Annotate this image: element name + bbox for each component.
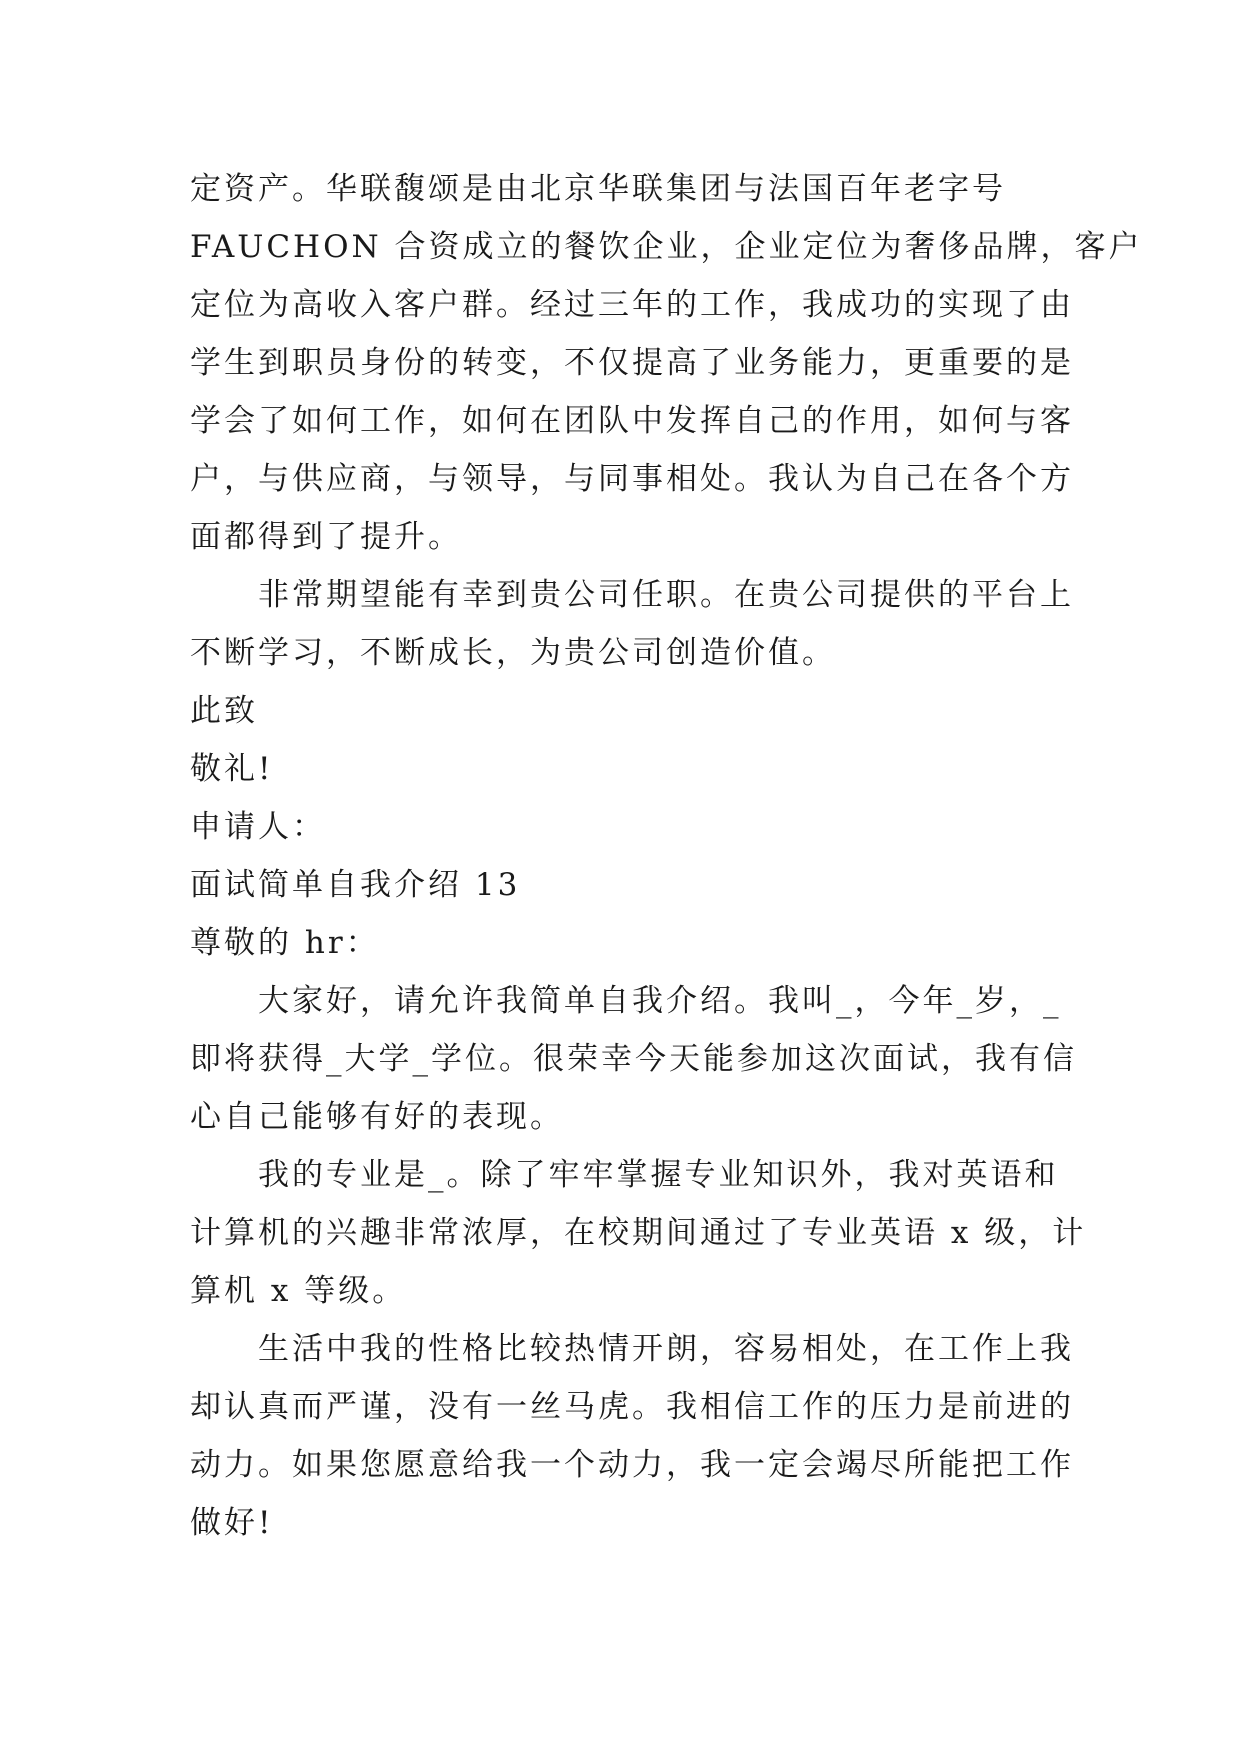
- text-line: 学生到职员身份的转变，不仅提高了业务能力，更重要的是: [190, 345, 1074, 381]
- document-body: [190, 160, 1143, 1552]
- text-line: 此致: [190, 693, 258, 729]
- text-line: 面试简单自我介绍 13: [190, 867, 521, 903]
- applicant-signature: [190, 798, 1060, 856]
- paragraph-introduction: [190, 972, 1077, 1146]
- text-line: 敬礼!: [190, 751, 274, 787]
- text-line: 定位为高收入客户群。经过三年的工作，我成功的实现了由: [190, 287, 1074, 323]
- text-line: 心自己能够有好的表现。: [190, 1099, 564, 1135]
- section-heading: [190, 856, 1060, 914]
- text-line: 面都得到了提升。: [190, 519, 462, 555]
- text-line: 尊敬的 hr：: [190, 925, 380, 961]
- text-line: 学会了如何工作，如何在团队中发挥自己的作用，如何与客: [190, 403, 1074, 439]
- text-line: 我的专业是_。除了牢牢掌握专业知识外，我对英语和: [258, 1157, 1059, 1193]
- text-line: 计算机的兴趣非常浓厚，在校期间通过了专业英语 x 级，计: [190, 1215, 1087, 1251]
- text-line: 动力。如果您愿意给我一个动力，我一定会竭尽所能把工作: [190, 1447, 1074, 1483]
- text-line: 却认真而严谨，没有一丝马虎。我相信工作的压力是前进的: [190, 1389, 1074, 1425]
- paragraph-major: [190, 1146, 1087, 1320]
- text-line: 大家好，请允许我简单自我介绍。我叫_，今年_岁，_: [258, 983, 1062, 1019]
- text-line: 申请人：: [190, 809, 326, 845]
- paragraph-company-experience: [190, 160, 1143, 566]
- text-line: 定资产。华联馥颂是由北京华联集团与法国百年老字号: [190, 171, 1006, 207]
- greeting: [190, 914, 1060, 972]
- text-line: 生活中我的性格比较热情开朗，容易相处，在工作上我: [258, 1331, 1074, 1367]
- paragraph-hope: [190, 566, 1074, 682]
- paragraph-personality: [190, 1320, 1074, 1552]
- text-line: 算机 x 等级。: [190, 1273, 407, 1309]
- text-line: 即将获得_大学_学位。很荣幸今天能参加这次面试，我有信: [190, 1041, 1077, 1077]
- text-line: 不断学习，不断成长，为贵公司创造价值。: [190, 635, 836, 671]
- closing-regards: [190, 740, 1060, 798]
- closing-salutation: [190, 682, 1060, 740]
- text-line: FAUCHON 合资成立的餐饮企业，企业定位为奢侈品牌，客户: [190, 229, 1143, 265]
- text-line: 户，与供应商，与领导，与同事相处。我认为自己在各个方: [190, 461, 1074, 497]
- text-line: 做好!: [190, 1505, 274, 1541]
- text-line: 非常期望能有幸到贵公司任职。在贵公司提供的平台上: [258, 577, 1074, 613]
